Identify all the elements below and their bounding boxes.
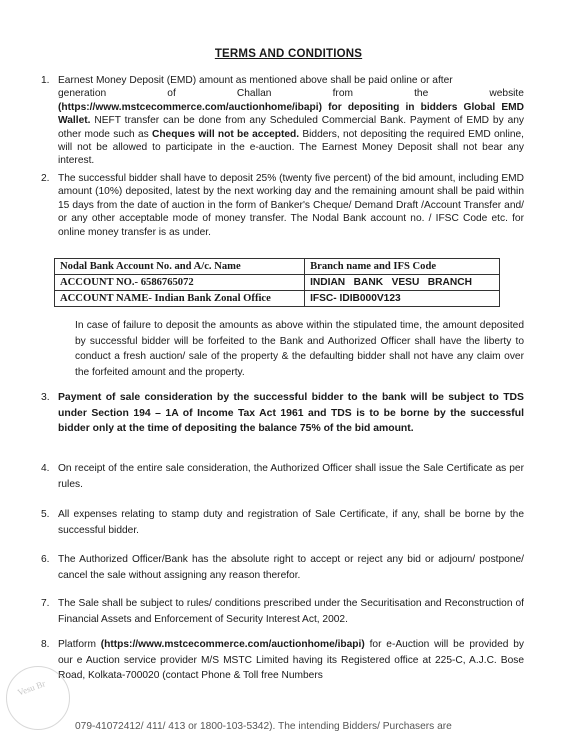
term-item-2 xyxy=(41,172,524,239)
item-6-text: The Authorized Officer/Bank has the absolute right to accept or reject any bid or adjourn/ postpone/ cancel the sale without assigning any reason therefor. xyxy=(58,554,524,581)
table-row xyxy=(55,259,500,275)
item-number: 1. xyxy=(41,75,50,86)
nodal-account-table xyxy=(54,258,500,307)
item-number: 2. xyxy=(41,173,50,184)
term-item-3 xyxy=(41,390,524,437)
body-text: NEFT transfer can be done from any Scheduled Commercial Bank. Payment of EMD by any other mode such as xyxy=(58,115,524,140)
account-number-cell: ACCOUNT NO.- 6586765072 xyxy=(55,275,305,291)
item-1-body xyxy=(58,101,524,168)
item-number: 3. xyxy=(41,392,50,403)
term-item-1 xyxy=(41,74,524,168)
cut-off-line: 079-41072412/ 411/ 413 or 1800-103-5342). The intending Bidders/ Purchasers are xyxy=(75,721,452,732)
failure-paragraph: In case of failure to deposit the amounts as above within the stipulated time, the amount deposited by successful bidder will be forfeited to the Bank and Authorized Officer shall have the liberty to conduct a fresh auction/ sale of the property & the defaulting bidder shall not have any claim over the forfeited amount and the property. xyxy=(75,320,524,378)
word: Challan xyxy=(236,88,272,100)
bank-stamp-icon xyxy=(6,666,70,730)
bold-text: Cheques will not be accepted. xyxy=(151,128,300,140)
branch-name-cell: INDIAN BANK VESU BRANCH xyxy=(305,275,500,291)
term-item-4 xyxy=(41,461,524,492)
word: of xyxy=(167,88,176,100)
item-number: 8. xyxy=(41,639,50,650)
page-title: TERMS AND CONDITIONS xyxy=(214,48,363,60)
term-item-6 xyxy=(41,552,524,583)
item-1-line-1: Earnest Money Deposit (EMD) amount as mentioned above shall be paid online or after xyxy=(58,75,453,86)
term-item-7 xyxy=(41,596,524,627)
word: the xyxy=(414,88,429,100)
word: from xyxy=(332,88,353,100)
term-item-8 xyxy=(41,637,524,684)
word: website xyxy=(489,88,524,100)
item-number: 4. xyxy=(41,463,50,474)
item-3-text: Payment of sale consideration by the successful bidder to the bank will be subject to TDS under Section 194 – 1A of Income Tax Act 1961 and TDS is to be borne by the successful bidder only at the time of depositing the balance 75% of the bid amount. xyxy=(58,392,524,434)
table-header-cell: Nodal Bank Account No. and A/c. Name xyxy=(55,259,305,275)
item-number: 5. xyxy=(41,509,50,520)
table-header-cell: Branch name and IFS Code xyxy=(305,259,500,275)
bold-text: for depositing in bidders Global EMD Wallet. xyxy=(58,101,524,127)
body-text: Platform xyxy=(58,639,101,650)
term-item-5 xyxy=(41,507,524,538)
item-4-text: On receipt of the entire sale consideration, the Authorized Officer shall issue the Sale Certificate as per rules. xyxy=(58,463,524,490)
table-row xyxy=(55,275,500,291)
ifsc-cell: IFSC- IDIB000V123 xyxy=(305,291,500,307)
item-8-text xyxy=(58,637,524,684)
item-1-line-2 xyxy=(58,87,524,100)
item-number: 7. xyxy=(41,598,50,609)
item-5-text: All expenses relating to stamp duty and registration of Sale Certificate, if any, shall be borne by the successful bidder. xyxy=(58,509,524,536)
mstc-link[interactable]: (https://www.mstcecommerce.com/auctionhome/ibapi) xyxy=(58,101,322,113)
word: generation xyxy=(58,88,107,100)
account-name-cell: ACCOUNT NAME- Indian Bank Zonal Office xyxy=(55,291,305,307)
item-number: 6. xyxy=(41,554,50,565)
stamp-text: Vesu Br xyxy=(16,678,47,698)
body-text: for e-Auction will be provided by our e Auction service provider M/S MSTC Limited having its Registered office at 225-C, A.J.C. Bose Road, Kolkata-700020 (contact Phone & Toll free Numbers xyxy=(58,639,524,681)
mstc-link[interactable]: (https://www.mstcecommerce.com/auctionhome/ibapi) xyxy=(100,639,365,650)
body-text: Bidders, not depositing the required EMD online, will not be allowed to participate in the e-auction. The Earnest Money Deposit shall not bear any interest. xyxy=(58,128,524,167)
item-7-text: The Sale shall be subject to rules/ conditions prescribed under the Securitisation and Reconstruction of Financial Assets and Enforcement of Security Interest Act, 2002. xyxy=(58,598,524,625)
table-row xyxy=(55,291,500,307)
item-2-text: The successful bidder shall have to deposit 25% (twenty five percent) of the bid amount, including EMD amount (10%) deposited, latest by the next working day and the remaining amount shall be paid within 15 days from the date of auction in the form of Banker's Cheque/ Demand Draft /Account Transfer and/ or any other acceptable mode of money transfer. The Nodal Bank account no. / IFSC Code etc. for online money transfer is as under. xyxy=(58,173,524,238)
